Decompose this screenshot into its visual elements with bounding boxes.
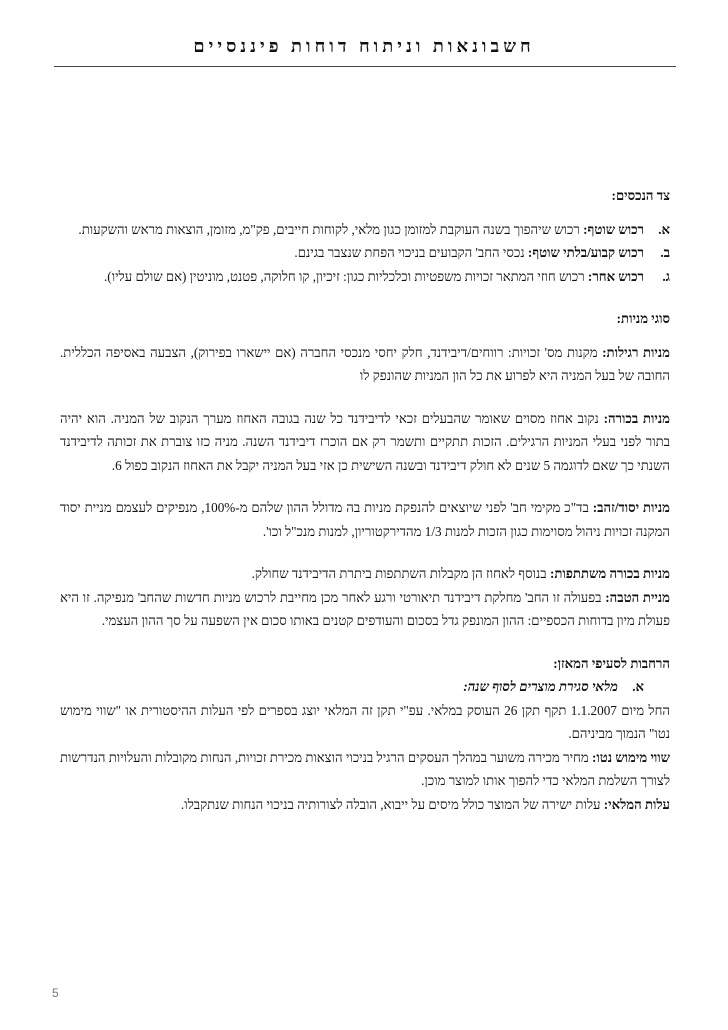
definition: נקוב אחוז מסוים שאומר שהבעלים זכאי לדיבידנד כל שנה בגובה האחוז מערך הנקוב של המניה. הוא יהיה בתור לפני בעלי המניות הרגילים. הזכות תתקיים ותשמר רק אם הוכרז דיבידנד השנה. מניה כזו צוברת את זכותה לדיבידנד השנתי כך שאם לדוגמה 5 שנים לא חולק דיבידנד ובשנה השישית כן אזי בעל המניה יקבל את האחוז הנקוב כפול 6. bbox=[60, 410, 670, 473]
term-other-assets: רכוש אחר: bbox=[587, 268, 644, 284]
list-marker: א. bbox=[632, 679, 644, 694]
list-marker: ג. bbox=[662, 268, 670, 284]
paragraph-inventory: החל מיום 1.1.2007 תקף תקן 26 העוסק במלאי. עפ"י תקן זה המלאי יוצג בספרים לפי העלות ההיסטורית או "שווי מימוש נטו" הנמוך מביניהם. bbox=[60, 702, 670, 741]
definition: בפעולה זו החב' מחלקת דיבידנד תיאורטי ורגע לאחר מכן מחייבת לרכוש מניות חדשות שהחב' מנפיקה. זו היא פעולת מיון בדוחות הכספיים: ההון המונפק גדל בסכום והעודפים קטנים באותו סכום אין השפעה על סך ההון העצמי. bbox=[60, 589, 670, 628]
definition: מקנות מס' זכויות: רווחים/דיבידנד, חלק יחסי מנכסי החברה (אם יישארו בפירוק), הצבעה באסיפה הכללית. החובה של בעל המניה היא לפרוע את כל הון המניות שהונפק לו bbox=[60, 344, 670, 383]
balance-heading: הרחבות לסעיפי המאזן: bbox=[553, 655, 670, 671]
definition: מחיר מכירה משוער במהלך העסקים הרגיל בניכוי הוצאות מכירת זכויות, הנחות מקובלות והעלויות הנדרשות לצורך השלמת המלאי כדי להפוך אותו למוצר מוכן. bbox=[60, 749, 670, 788]
list-marker: א. bbox=[658, 221, 670, 237]
definition: רכוש חוזי המתאר זכויות משפטיות וכלכליות כגון: זיכיון, קו חלוקה, פטנט, מוניטין (אם שולם עליו). bbox=[104, 268, 588, 284]
term-current-assets: רכוש שוטף: bbox=[583, 221, 644, 237]
term-fixed-assets: רכוש קבוע/בלתי שוטף: bbox=[527, 245, 644, 260]
definition: בנוסף לאחוז הן מקבלות השתתפות ביתרת הדיבידנד שחולק. bbox=[251, 566, 550, 581]
term-net-realizable-value: שווי מימוש נטו: bbox=[592, 749, 670, 765]
term-preferred-shares: מניות בכורה: bbox=[603, 410, 670, 426]
definition: עלות ישירה של המוצר כולל מיסים על ייבוא, הובלה לצורותיה בניכוי הנחות שנתקבלו. bbox=[180, 796, 604, 812]
paragraph-participating-shares bbox=[60, 562, 670, 586]
paragraph-preferred-shares bbox=[60, 407, 670, 478]
definition: בד"כ מקימי חב' לפני שיוצאים להנפקת מניות בה מדולל ההון שלהם מ-100%, מנפיקים לעצמם מניית יסוד המקנה זכויות ניהול מסוימות כגון הזכות למנות 1/3 מהדירקטוריון, למנות מנכ"ל וכו'. bbox=[60, 500, 670, 539]
paragraph-inventory-cost bbox=[60, 793, 670, 817]
list-item bbox=[60, 265, 670, 289]
term-bonus-shares: מניית הטבה: bbox=[605, 589, 670, 605]
paragraph-bonus-shares bbox=[60, 586, 670, 633]
page-header-title: חשבונאות וניתוח דוחות פיננסיים bbox=[193, 36, 535, 56]
list-item bbox=[60, 675, 670, 699]
list-item-text bbox=[60, 265, 644, 289]
page-content bbox=[60, 184, 670, 816]
shares-heading: סוגי מניות: bbox=[616, 311, 670, 326]
paragraph-founder-shares bbox=[60, 496, 670, 543]
list-item-text bbox=[60, 218, 644, 242]
page-number: 5 bbox=[52, 986, 59, 1000]
paragraph-nrv bbox=[60, 746, 670, 793]
term-inventory-cost: עלות המלאי: bbox=[603, 796, 670, 812]
list-item-text bbox=[60, 241, 644, 265]
term-participating-shares: מניות בכורה משתתפות: bbox=[549, 566, 670, 581]
term-founder-shares: מניות יסוד/זהב: bbox=[592, 500, 670, 515]
term-regular-shares: מניות רגילות: bbox=[602, 344, 670, 360]
definition: נכסי החב' הקבועים בניכוי הפחת שנצבר בגינם. bbox=[294, 245, 528, 260]
list-marker: ב. bbox=[660, 245, 670, 260]
list-item bbox=[60, 241, 670, 265]
paragraph-regular-shares bbox=[60, 341, 670, 388]
header-rule bbox=[54, 66, 676, 67]
list-item bbox=[60, 218, 670, 242]
definition: רכוש שיהפוך בשנה העוקבת למזומן כגון מלאי, לקוחות חייבים, פק"מ, מזומן, הוצאות מראש והשקעות. bbox=[78, 221, 584, 237]
subsection-title: מלאי סגירת מוצרים לסוף שנה: bbox=[463, 679, 618, 694]
assets-heading: צד הנכסים: bbox=[611, 188, 670, 203]
